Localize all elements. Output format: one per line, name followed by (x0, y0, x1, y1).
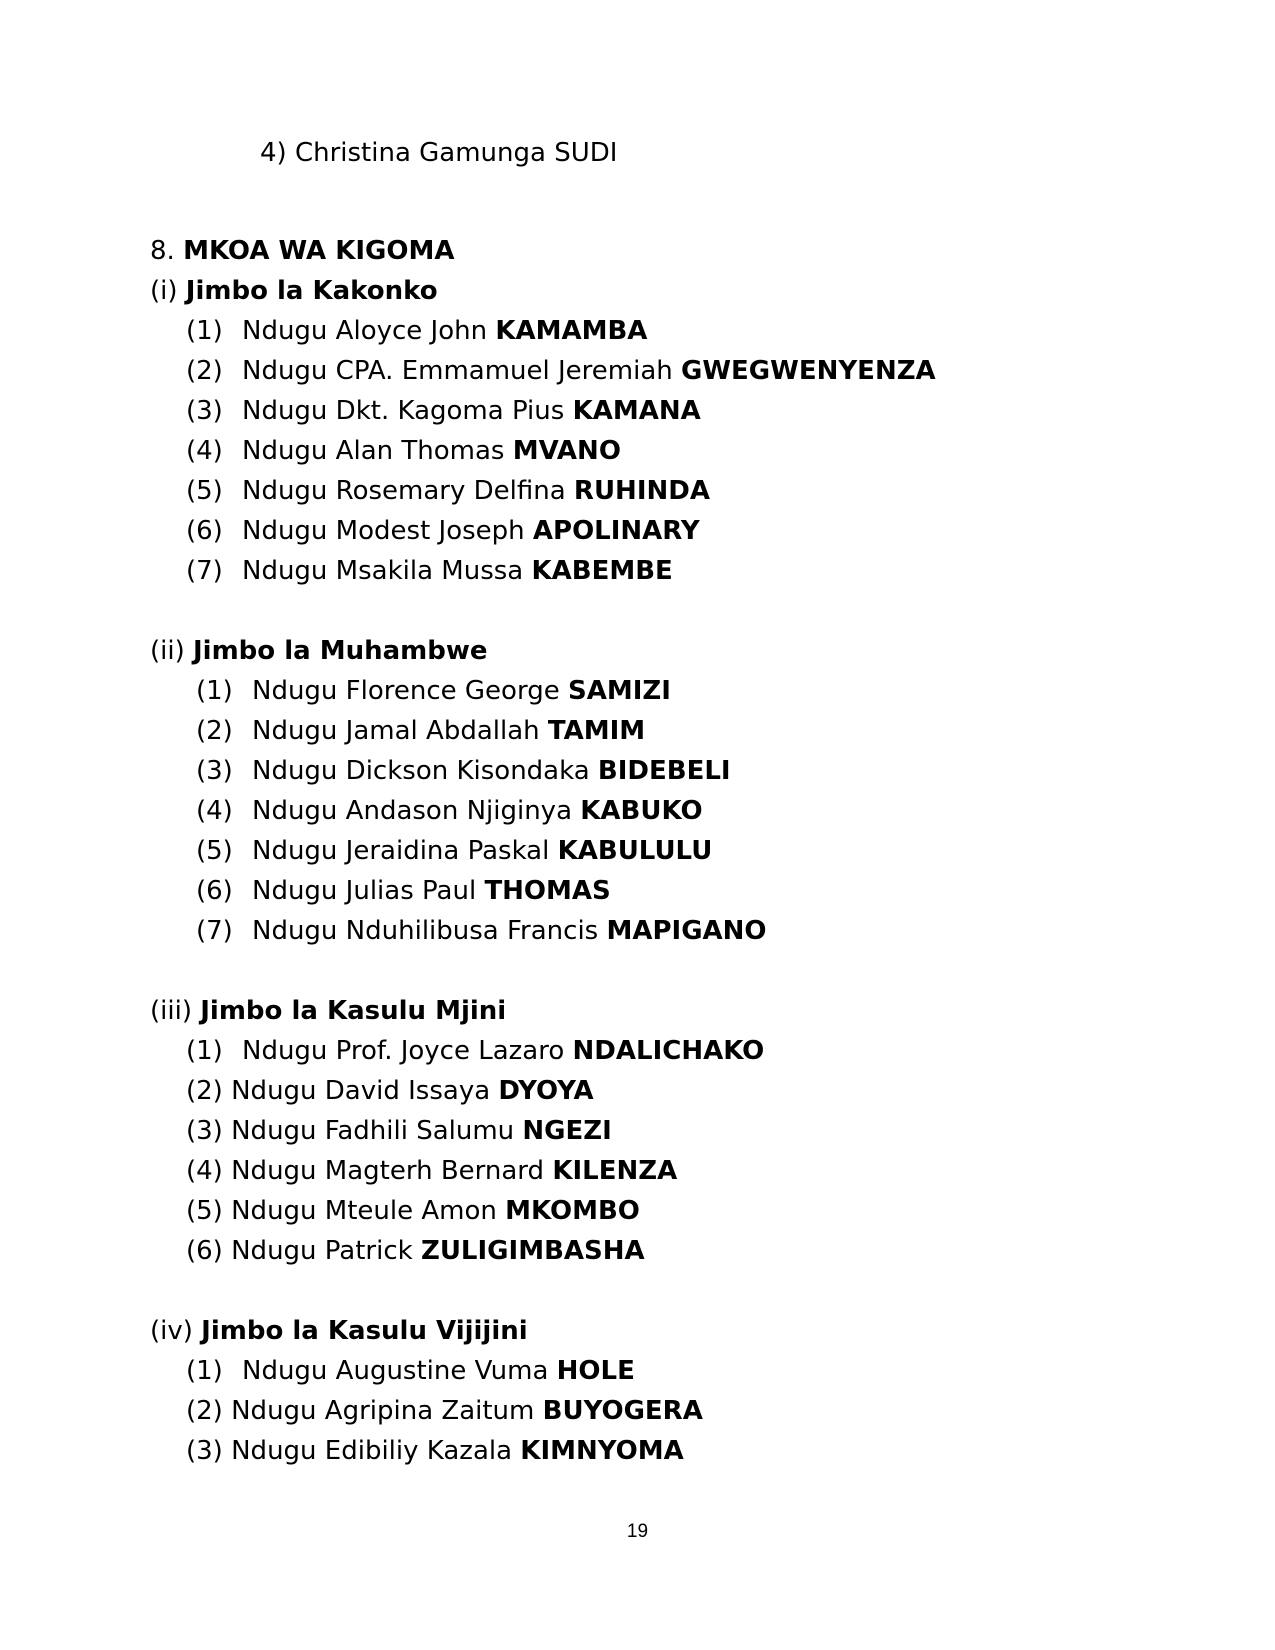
list-item-number: (1) (196, 676, 233, 706)
constituency-title: Jimbo la Kasulu Vijijini (201, 1316, 528, 1346)
list-item (186, 434, 621, 468)
member-name: Ndugu Modest Joseph (242, 516, 525, 546)
list-item (186, 1434, 684, 1468)
member-surname: KAMAMBA (495, 316, 648, 346)
member-surname: NDALICHAKO (572, 1036, 765, 1066)
member-surname: BUYOGERA (542, 1396, 703, 1426)
list-item-number: (3) (186, 396, 223, 426)
constituency-number: (i) (150, 276, 178, 306)
member-surname: GWEGWENYENZA (681, 356, 936, 386)
list-item (186, 1034, 764, 1068)
member-name: Ndugu Prof. Joyce Lazaro (242, 1036, 565, 1066)
list-item-number: (4) (196, 796, 233, 826)
member-name: Ndugu Magterh Bernard (231, 1156, 545, 1186)
region-heading (150, 234, 454, 268)
member-name: Ndugu Msakila Mussa (242, 556, 524, 586)
list-item-number: (1) (186, 1356, 223, 1386)
list-item (186, 354, 936, 388)
constituency-heading (150, 1314, 528, 1348)
list-item (186, 474, 710, 508)
constituency-heading (150, 634, 488, 668)
member-surname: KILENZA (552, 1156, 678, 1186)
list-item (186, 1194, 640, 1228)
member-name: Ndugu Jeraidina Paskal (252, 836, 550, 866)
member-surname: MAPIGANO (606, 916, 767, 946)
member-surname: DYOYA (498, 1076, 594, 1106)
list-item (196, 674, 671, 708)
member-name: Ndugu Aloyce John (242, 316, 488, 346)
member-surname: MVANO (512, 436, 621, 466)
member-surname: BIDEBELI (597, 756, 731, 786)
member-name: Ndugu Dkt. Kagoma Pius (242, 396, 565, 426)
list-item-number: (6) (186, 516, 223, 546)
list-item (186, 314, 647, 348)
member-name: Ndugu David Issaya (231, 1076, 491, 1106)
constituency-number: (iii) (150, 996, 192, 1026)
list-item (196, 714, 645, 748)
list-item (186, 1354, 635, 1388)
member-name: Ndugu Agripina Zaitum (231, 1396, 535, 1426)
list-item (186, 1154, 677, 1188)
constituency-number: (iv) (150, 1316, 193, 1346)
list-item-number: (2) (186, 1396, 223, 1426)
member-name: Ndugu Patrick (231, 1236, 413, 1266)
list-item-number: (5) (186, 1196, 223, 1226)
list-item-number: (6) (196, 876, 233, 906)
list-item-number: (3) (186, 1436, 223, 1466)
member-surname: KABULULU (557, 836, 713, 866)
list-item-number: (2) (186, 356, 223, 386)
list-item-number: (2) (196, 716, 233, 746)
member-surname: HOLE (556, 1356, 635, 1386)
member-surname: KAMANA (572, 396, 701, 426)
member-name: Ndugu Jamal Abdallah (252, 716, 540, 746)
member-name: Ndugu Augustine Vuma (242, 1356, 549, 1386)
member-name: Ndugu Mteule Amon (231, 1196, 497, 1226)
list-item-number: (3) (186, 1116, 223, 1146)
carryover-item (260, 136, 617, 170)
page-number: 19 (626, 1521, 649, 1542)
list-item (186, 1114, 612, 1148)
list-item (186, 1394, 703, 1428)
member-surname: RUHINDA (573, 476, 710, 506)
list-item-number: (4) (186, 1156, 223, 1186)
constituency-heading (150, 994, 506, 1028)
list-item (186, 554, 673, 588)
list-item-number: (1) (186, 316, 223, 346)
constituency-title: Jimbo la Muhambwe (193, 636, 488, 666)
list-item (196, 914, 767, 948)
member-surname: TAMIM (547, 716, 646, 746)
list-item-number: (2) (186, 1076, 223, 1106)
list-item-number: (7) (196, 916, 233, 946)
item-number: 4) (260, 138, 287, 168)
member-surname: SAMIZI (567, 676, 671, 706)
region-number: 8. (150, 236, 175, 266)
member-name: Ndugu Fadhili Salumu (231, 1116, 515, 1146)
member-name: Ndugu Florence George (252, 676, 560, 706)
member-name: Ndugu CPA. Emmamuel Jeremiah (242, 356, 673, 386)
member-surname: ZULIGIMBASHA (420, 1236, 645, 1266)
list-item-number: (5) (186, 476, 223, 506)
list-item-number: (1) (186, 1036, 223, 1066)
region-title: MKOA WA KIGOMA (183, 236, 455, 266)
item-text: Christina Gamunga SUDI (294, 138, 618, 168)
member-name: Ndugu Dickson Kisondaka (252, 756, 590, 786)
list-item-number: (4) (186, 436, 223, 466)
member-name: Ndugu Edibiliy Kazala (231, 1436, 513, 1466)
list-item (186, 1074, 594, 1108)
member-name: Ndugu Andason Njiginya (252, 796, 572, 826)
member-surname: MKOMBO (505, 1196, 640, 1226)
constituency-number: (ii) (150, 636, 185, 666)
constituency-title: Jimbo la Kasulu Mjini (200, 996, 507, 1026)
member-surname: KIMNYOMA (520, 1436, 684, 1466)
member-surname: NGEZI (522, 1116, 612, 1146)
list-item (186, 1234, 645, 1268)
list-item (196, 834, 712, 868)
list-item-number: (3) (196, 756, 233, 786)
member-surname: THOMAS (484, 876, 611, 906)
list-item (186, 514, 700, 548)
constituency-heading (150, 274, 438, 308)
constituency-title: Jimbo la Kakonko (185, 276, 438, 306)
list-item (196, 874, 611, 908)
list-item (186, 394, 701, 428)
member-name: Ndugu Nduhilibusa Francis (252, 916, 599, 946)
member-surname: KABUKO (580, 796, 703, 826)
member-surname: APOLINARY (532, 516, 700, 546)
list-item-number: (5) (196, 836, 233, 866)
member-name: Ndugu Rosemary Delfina (242, 476, 566, 506)
list-item-number: (7) (186, 556, 223, 586)
list-item (196, 754, 731, 788)
member-surname: KABEMBE (531, 556, 673, 586)
list-item-number: (6) (186, 1236, 223, 1266)
member-name: Ndugu Julias Paul (252, 876, 477, 906)
list-item (196, 794, 703, 828)
member-name: Ndugu Alan Thomas (242, 436, 505, 466)
